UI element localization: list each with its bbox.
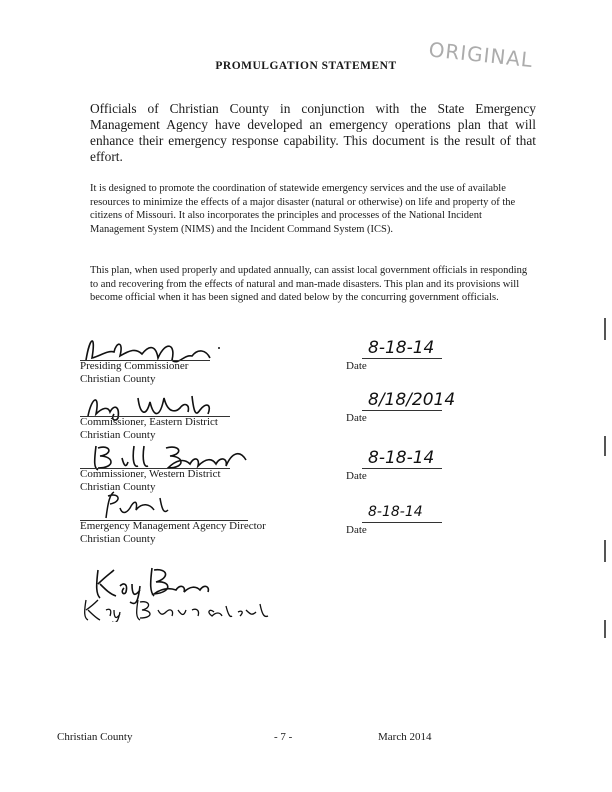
document-title: PROMULGATION STATEMENT (215, 60, 397, 72)
attest-signature-block (80, 562, 280, 622)
paragraph-purpose: It is designed to promote the coordination of statewide emergency services and the use of available resources to minimize the effects of a major disaster (natural or otherwise) on life and property of the citizens of Missouri. It also incorporates the principles and processes of the National Incident Management System (NIMS) and the Incident Command System (ICS). (90, 183, 516, 235)
date-label: Date (346, 470, 367, 482)
date-line (362, 358, 442, 359)
footer-date: March 2014 (378, 731, 432, 743)
paragraph-usage: This plan, when used properly and updated annually, can assist local government officials in responding to and recovering from the effects of natural and man-made disasters. This plan and its provisions will become official when it has been signed and dated below by the concurring government officials. (90, 265, 528, 304)
handwritten-attest-signature (80, 562, 280, 622)
date-block-western (346, 448, 496, 484)
signer-county: Christian County (80, 533, 156, 545)
scan-edge-mark (604, 620, 606, 638)
date-block-presiding (346, 338, 496, 374)
signer-title: Emergency Management Agency Director (80, 520, 266, 532)
signer-title: Presiding Commissioner (80, 360, 189, 372)
date-label: Date (346, 360, 367, 372)
paragraph-intro: Officials of Christian County in conjunction with the State Emergency Management Agency have developed an emergency operations plan that will enhance their emergency response capability. This document is the result of that effort. (90, 101, 536, 164)
scan-edge-mark (604, 540, 606, 562)
signer-county: Christian County (80, 429, 156, 441)
signer-title: Commissioner, Eastern District (80, 416, 218, 428)
handwritten-signature-ema (80, 488, 220, 522)
date-line (362, 468, 442, 469)
handwritten-date: 8-18-14 (368, 504, 423, 520)
scan-edge-mark (604, 318, 606, 340)
signer-county: Christian County (80, 481, 156, 493)
handwritten-date: 8-18-14 (368, 338, 435, 358)
signer-title: Commissioner, Western District (80, 468, 221, 480)
handwritten-date: 8/18/2014 (368, 390, 456, 410)
date-label: Date (346, 524, 367, 536)
signature-block-ema (80, 488, 290, 548)
date-line (362, 410, 442, 411)
footer-county: Christian County (57, 731, 133, 743)
original-stamp: ORIGINAL (427, 37, 535, 73)
date-block-ema (346, 504, 496, 540)
date-block-eastern (346, 390, 496, 426)
signature-block-eastern (80, 388, 290, 444)
handwritten-date: 8-18-14 (368, 448, 435, 468)
scan-edge-mark (604, 436, 606, 456)
footer-page-number: - 7 - (274, 731, 293, 743)
signer-county: Christian County (80, 373, 156, 385)
date-line (362, 522, 442, 523)
signature-block-presiding (80, 330, 290, 390)
date-label: Date (346, 412, 367, 424)
